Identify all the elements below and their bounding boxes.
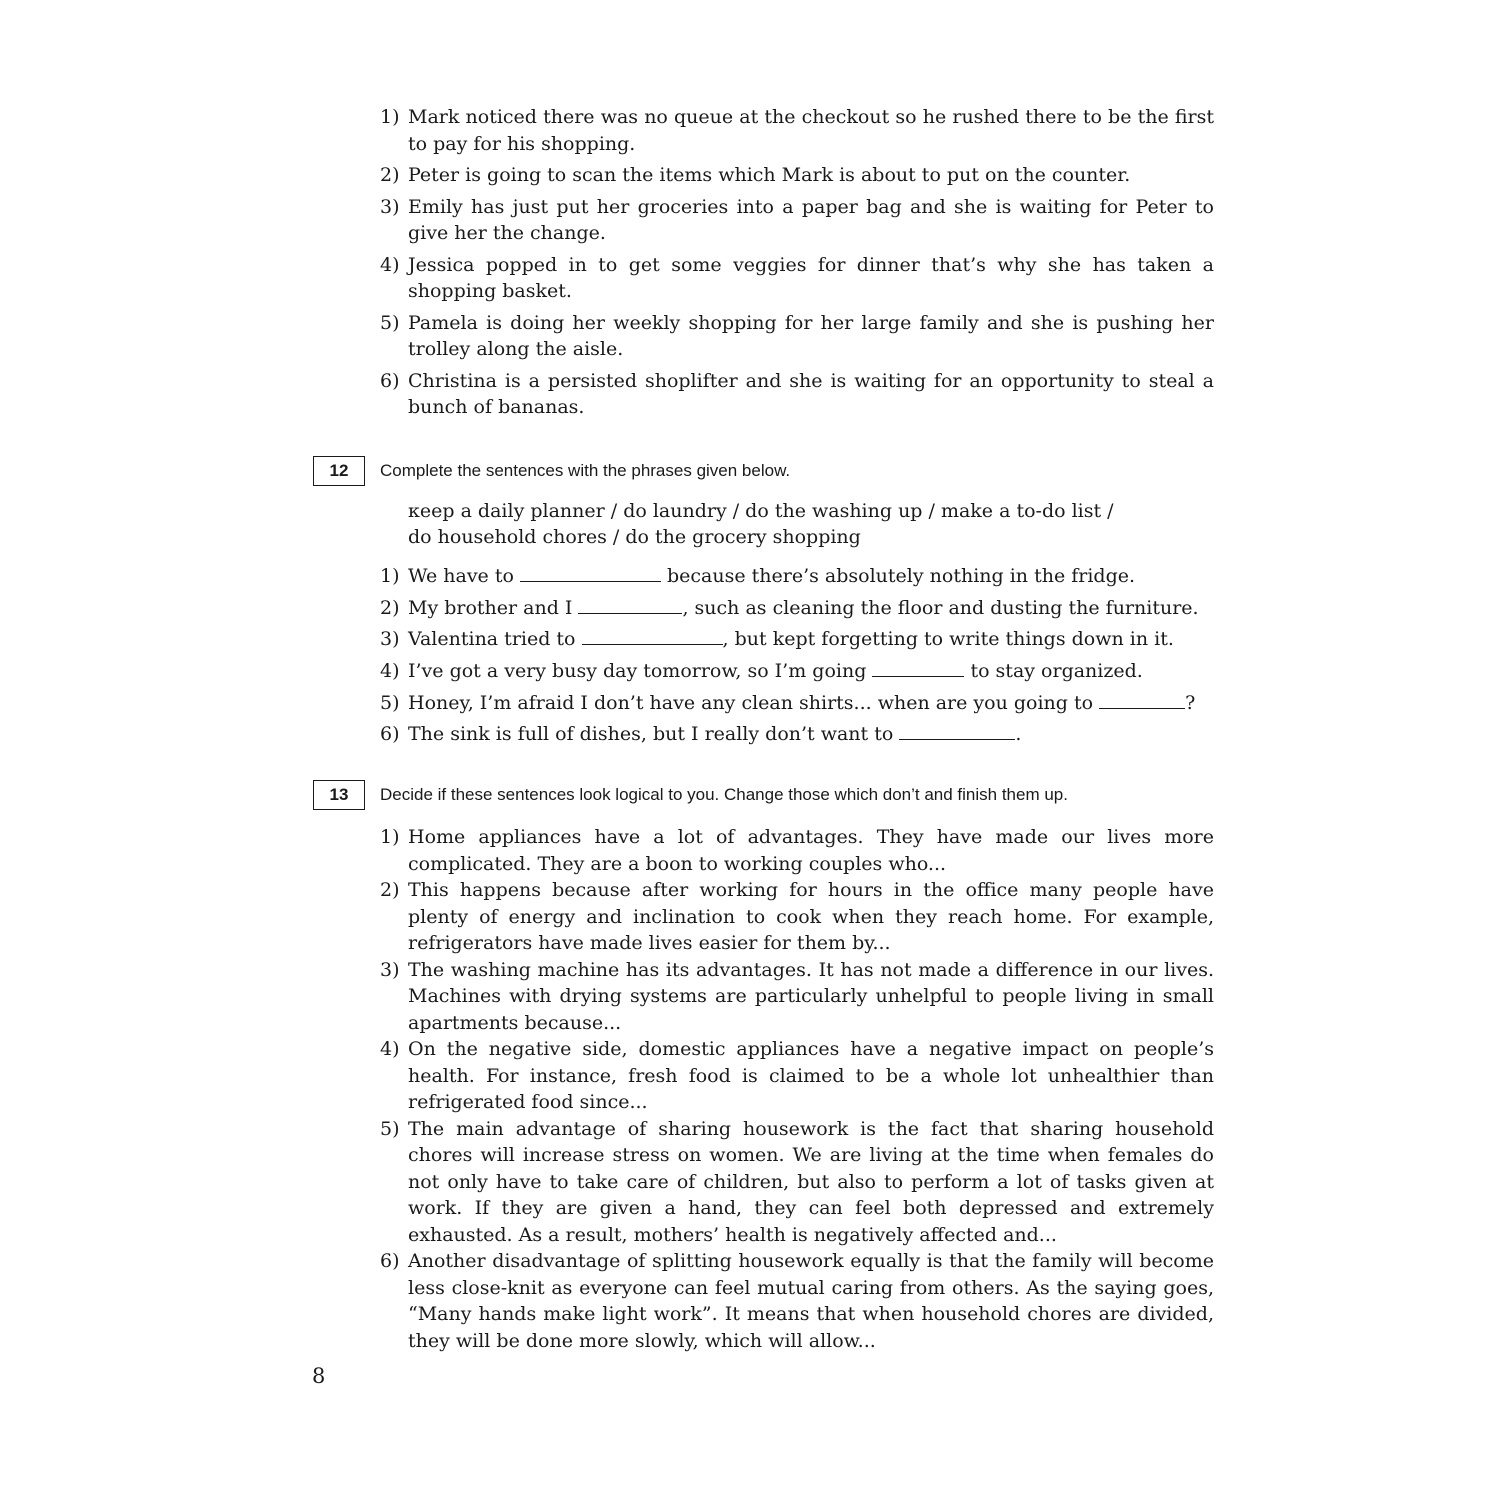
sentence-start: We have to bbox=[408, 565, 520, 587]
item-number: 3) bbox=[380, 628, 400, 651]
exercise-13-list bbox=[380, 824, 1214, 1354]
list-item bbox=[380, 957, 1214, 1037]
sentence-end: because there’s absolutely nothing in the fridge. bbox=[660, 565, 1136, 587]
item-number: 4) bbox=[380, 660, 400, 683]
item-number: 4) bbox=[380, 253, 400, 276]
exercise-instruction: Decide if these sentences look logical to you. Change those which don’t and finish them up. bbox=[380, 785, 1068, 804]
item-number: 1) bbox=[380, 826, 400, 848]
list-item bbox=[380, 563, 1214, 590]
answer-blank bbox=[899, 721, 1015, 740]
item-text: Mark noticed there was no queue at the checkout so he rushed there to be the first to pay for his shopping. bbox=[408, 106, 1214, 155]
exercise-11-list bbox=[380, 104, 1214, 426]
sentence-end: , such as cleaning the floor and dusting the furniture. bbox=[682, 596, 1199, 619]
sentence-start: I’ve got a very busy day tomorrow, so I’m going bbox=[408, 660, 873, 683]
list-item bbox=[380, 877, 1214, 957]
item-text: The main advantage of sharing housework is the fact that sharing household chores will increase stress on women. We are living at the time when females do not only have to take care of children, but also to perform a lot of tasks given at work. If they are given a hand, they can feel both depressed and extremely exhausted. As a result, mothers’ health is negatively affected and... bbox=[408, 1117, 1214, 1246]
sentence-start: Valentina tried to bbox=[408, 628, 582, 651]
item-text: Emily has just put her groceries into a paper bag and she is waiting for Peter to give her the change. bbox=[408, 195, 1214, 244]
list-item bbox=[380, 1036, 1214, 1116]
answer-blank bbox=[520, 563, 661, 582]
item-number: 5) bbox=[380, 311, 400, 334]
exercise-number-badge: 12 bbox=[313, 456, 365, 486]
item-number: 2) bbox=[380, 596, 400, 619]
item-text: On the negative side, domestic appliances have a negative impact on people’s health. For instance, fresh food is claimed to be a whole lot unhealthier than refrigerated food since... bbox=[408, 1038, 1214, 1113]
list-item bbox=[380, 721, 1214, 748]
phrase-bank-line: кeep a daily planner / do laundry / do the washing up / make a to-do list / bbox=[408, 500, 1114, 522]
list-item bbox=[380, 1116, 1214, 1249]
list-item bbox=[380, 658, 1214, 685]
item-text: The washing machine has its advantages. It has not made a difference in our lives. Machines with drying systems are particularly unhelpful to people living in small apartments because... bbox=[408, 958, 1214, 1034]
sentence-end: to stay organized. bbox=[964, 660, 1143, 683]
list-item bbox=[380, 104, 1214, 157]
item-text bbox=[408, 563, 1214, 590]
item-text bbox=[408, 658, 1214, 685]
item-text bbox=[408, 626, 1214, 653]
list-item bbox=[380, 595, 1214, 622]
list-item bbox=[380, 690, 1214, 717]
sentence-start: Honey, I’m afraid I don’t have any clean shirts... when are you going to bbox=[408, 691, 1100, 714]
list-item bbox=[380, 626, 1214, 653]
item-text: Another disadvantage of splitting housework equally is that the family will become less close-knit as everyone can feel mutual caring from others. As the saying goes, “Many hands make light work”. It means that when household chores are divided, they will be done more slowly, which will allow... bbox=[408, 1250, 1214, 1352]
answer-blank bbox=[582, 626, 723, 645]
answer-blank bbox=[578, 595, 682, 614]
item-text: Home appliances have a lot of advantages. They have made our lives more complicated. They are a boon to working couples who... bbox=[408, 826, 1214, 875]
item-text bbox=[408, 690, 1214, 717]
item-number: 2) bbox=[380, 879, 400, 901]
list-item bbox=[380, 824, 1214, 877]
list-item bbox=[380, 310, 1214, 363]
exercise-number-badge: 13 bbox=[313, 780, 365, 810]
item-text bbox=[408, 595, 1214, 622]
list-item bbox=[380, 194, 1214, 247]
item-text: Christina is a persisted shoplifter and she is waiting for an opportunity to steal a bunch of bananas. bbox=[408, 369, 1214, 418]
item-number: 1) bbox=[380, 106, 400, 128]
item-number: 5) bbox=[380, 1117, 400, 1140]
phrase-bank-line: do household chores / do the grocery shopping bbox=[408, 526, 861, 548]
item-number: 2) bbox=[380, 164, 400, 186]
list-item bbox=[380, 368, 1214, 421]
item-number: 5) bbox=[380, 691, 400, 714]
item-number: 1) bbox=[380, 565, 400, 587]
item-text: Peter is going to scan the items which Mark is about to put on the counter. bbox=[408, 164, 1131, 186]
item-number: 6) bbox=[380, 369, 400, 392]
item-text: Pamela is doing her weekly shopping for her large family and she is pushing her trolley along the aisle. bbox=[408, 311, 1214, 360]
page-number: 8 bbox=[312, 1364, 326, 1388]
item-number: 3) bbox=[380, 958, 400, 981]
exercise-instruction: Complete the sentences with the phrases given below. bbox=[380, 461, 791, 480]
list-item bbox=[380, 252, 1214, 305]
answer-blank bbox=[1099, 690, 1185, 709]
sentence-start: My brother and I bbox=[408, 596, 579, 619]
exercise-12-list bbox=[380, 563, 1214, 753]
item-text bbox=[408, 721, 1214, 748]
sentence-end: ? bbox=[1185, 691, 1196, 714]
sentence-start: The sink is full of dishes, but I really don’t want to bbox=[408, 723, 900, 746]
item-number: 6) bbox=[380, 1250, 400, 1272]
item-number: 6) bbox=[380, 723, 400, 746]
list-item bbox=[380, 1248, 1214, 1354]
item-number: 3) bbox=[380, 195, 400, 218]
sentence-end: , but kept forgetting to write things down in it. bbox=[722, 628, 1174, 651]
list-item bbox=[380, 162, 1214, 189]
answer-blank bbox=[872, 658, 964, 677]
phrase-bank bbox=[408, 498, 1114, 550]
item-number: 4) bbox=[380, 1038, 400, 1060]
sentence-end: . bbox=[1015, 723, 1022, 746]
item-text: Jessica popped in to get some veggies for dinner that’s why she has taken a shopping basket. bbox=[408, 253, 1214, 302]
item-text: This happens because after working for hours in the office many people have plenty of energy and inclination to cook when they reach home. For example, refrigerators have made lives easier for them by... bbox=[408, 879, 1214, 954]
